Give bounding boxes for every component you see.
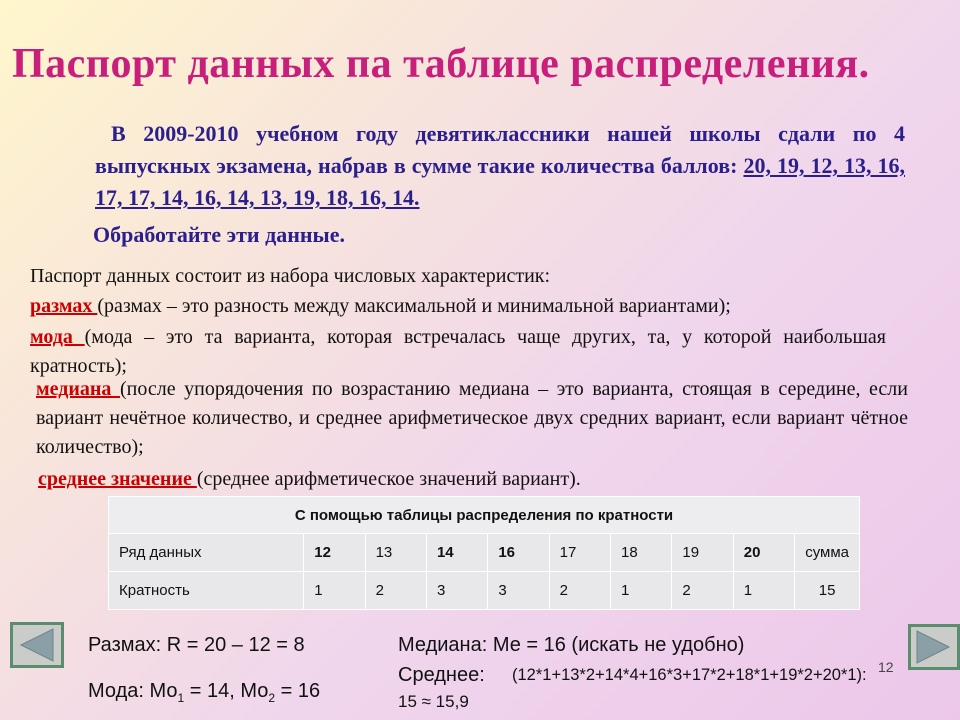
table-cell: 17 bbox=[549, 534, 610, 572]
range-result: Размах: R = 20 – 12 = 8 bbox=[88, 634, 305, 656]
table-cell: 12 bbox=[304, 534, 365, 572]
table-cell-sum-label: сумма bbox=[795, 534, 860, 572]
task-text: Обработайте эти данные. bbox=[93, 222, 346, 247]
table-cell-sum: 15 bbox=[795, 572, 860, 610]
intro-text: В 2009-2010 учебном году девятиклассники нашей школы сдали по 4 выпускных экзамена, набрав в сумме такие количества баллов: bbox=[95, 121, 905, 178]
table-cell: 1 bbox=[733, 572, 794, 610]
definition-median bbox=[36, 375, 908, 462]
mean-label: Среднее: bbox=[398, 664, 485, 686]
mode-end: = 16 bbox=[275, 680, 321, 702]
mode-subscript-2: 2 bbox=[268, 691, 276, 705]
term-mean: среднее значение bbox=[38, 468, 197, 490]
definition-mode bbox=[30, 323, 886, 381]
definition-mean-text: (среднее арифметическое значений вариант). bbox=[196, 468, 581, 490]
table-cell: 1 bbox=[304, 572, 365, 610]
prev-slide-button[interactable] bbox=[10, 622, 64, 668]
table-cell: 19 bbox=[672, 534, 733, 572]
table-cell: 1 bbox=[611, 572, 672, 610]
table-row bbox=[109, 534, 860, 572]
definition-mode-text: (мода – это та варианта, которая встречалась чаще других, та, у которой наибольшая кратность); bbox=[30, 326, 886, 377]
row-label: Кратность bbox=[109, 572, 304, 610]
definition-median-text: (после упорядочения по возрастанию медиана – это варианта, стоящая в середине, если вариант нечётное количество, и среднее арифметическое двух средних вариант, если вариант чётное количество); bbox=[36, 378, 908, 458]
intro-scores: 20, 19, 12, 13, 16, 17, 17, 14, 16, 14, 13, 19, 18, 16, 14. bbox=[95, 153, 906, 210]
mode-result bbox=[88, 680, 320, 705]
intro-paragraph bbox=[95, 118, 905, 214]
definition-range bbox=[30, 292, 890, 321]
term-mode: мода bbox=[30, 326, 85, 348]
passport-intro: Паспорт данных состоит из набора числовых характеристик: bbox=[30, 265, 551, 287]
row-label: Ряд данных bbox=[109, 534, 304, 572]
term-median: медиана bbox=[36, 378, 120, 400]
next-slide-button[interactable] bbox=[908, 624, 960, 670]
mean-expression: (12*1+13*2+14*4+16*3+17*2+18*1+19*2+20*1): bbox=[512, 666, 867, 684]
median-result: Медиана: Ме = 16 (искать не удобно) bbox=[398, 634, 745, 656]
slide-number: 12 bbox=[878, 659, 894, 675]
term-range: размах bbox=[30, 295, 98, 317]
distribution-table bbox=[108, 496, 860, 610]
table-cell: 18 bbox=[611, 534, 672, 572]
table-cell: 14 bbox=[426, 534, 487, 572]
table-cell: 2 bbox=[365, 572, 426, 610]
definition-mean bbox=[38, 465, 898, 494]
table-cell: 13 bbox=[365, 534, 426, 572]
table-cell: 16 bbox=[488, 534, 549, 572]
page-title: Паспорт данных па таблице распределения. bbox=[12, 41, 870, 87]
mode-prefix: Мода: Мо bbox=[88, 680, 178, 702]
mode-mid: = 14, Мо bbox=[184, 680, 269, 702]
mean-result: 15 ≈ 15,9 bbox=[398, 692, 469, 711]
table-cell: 2 bbox=[672, 572, 733, 610]
table-cell: 20 bbox=[733, 534, 794, 572]
table-cell: 3 bbox=[426, 572, 487, 610]
triangle-left-icon bbox=[13, 625, 61, 665]
table-row bbox=[109, 572, 860, 610]
table-caption: С помощью таблицы распределения по кратности bbox=[109, 497, 860, 534]
mode-subscript-1: 1 bbox=[177, 691, 185, 705]
table-cell: 2 bbox=[549, 572, 610, 610]
triangle-right-icon bbox=[911, 627, 957, 667]
table-cell: 3 bbox=[488, 572, 549, 610]
definition-range-text: (размах – это разность между максимальной и минимальной вариантами); bbox=[97, 295, 731, 317]
